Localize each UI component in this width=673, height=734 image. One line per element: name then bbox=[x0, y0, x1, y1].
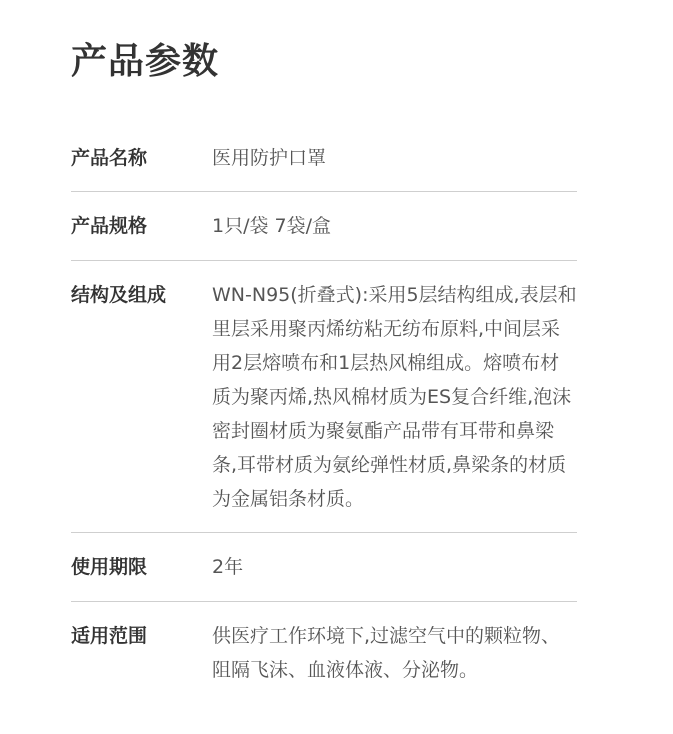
spec-row-structure bbox=[71, 261, 577, 533]
spec-label: 结构及组成 bbox=[71, 284, 167, 306]
spec-value: 医用防护口罩 bbox=[212, 147, 327, 169]
spec-label: 产品名称 bbox=[71, 147, 148, 169]
spec-value: WN-N95(折叠式):采用5层结构组成,表层和里层采用聚丙烯纺粘无纺布原料,中间层采用2层熔喷布和1层热风棉组成。熔喷布材质为聚丙烯,热风棉材质为ES复合纤维,泡沫密封圈材质为聚氨酯产品带有耳带和鼻梁条,耳带材质为氨纶弹性材质,鼻梁条的材质为金属铝条材质。 bbox=[212, 284, 577, 510]
spec-label: 适用范围 bbox=[71, 625, 148, 647]
spec-row-product-name bbox=[71, 122, 577, 192]
spec-label: 产品规格 bbox=[71, 215, 148, 237]
spec-label: 使用期限 bbox=[71, 556, 148, 578]
spec-value: 1只/袋 7袋/盒 bbox=[212, 215, 332, 237]
spec-value: 供医疗工作环境下,过滤空气中的颗粒物、阻隔飞沫、血液体液、分泌物。 bbox=[212, 625, 561, 681]
spec-row-shelf-life bbox=[71, 533, 577, 602]
page-title: 产品参数 bbox=[71, 41, 220, 82]
spec-row-product-spec bbox=[71, 192, 577, 261]
spec-row-scope bbox=[71, 602, 577, 697]
spec-value: 2年 bbox=[212, 556, 244, 578]
product-spec-table bbox=[71, 122, 577, 697]
